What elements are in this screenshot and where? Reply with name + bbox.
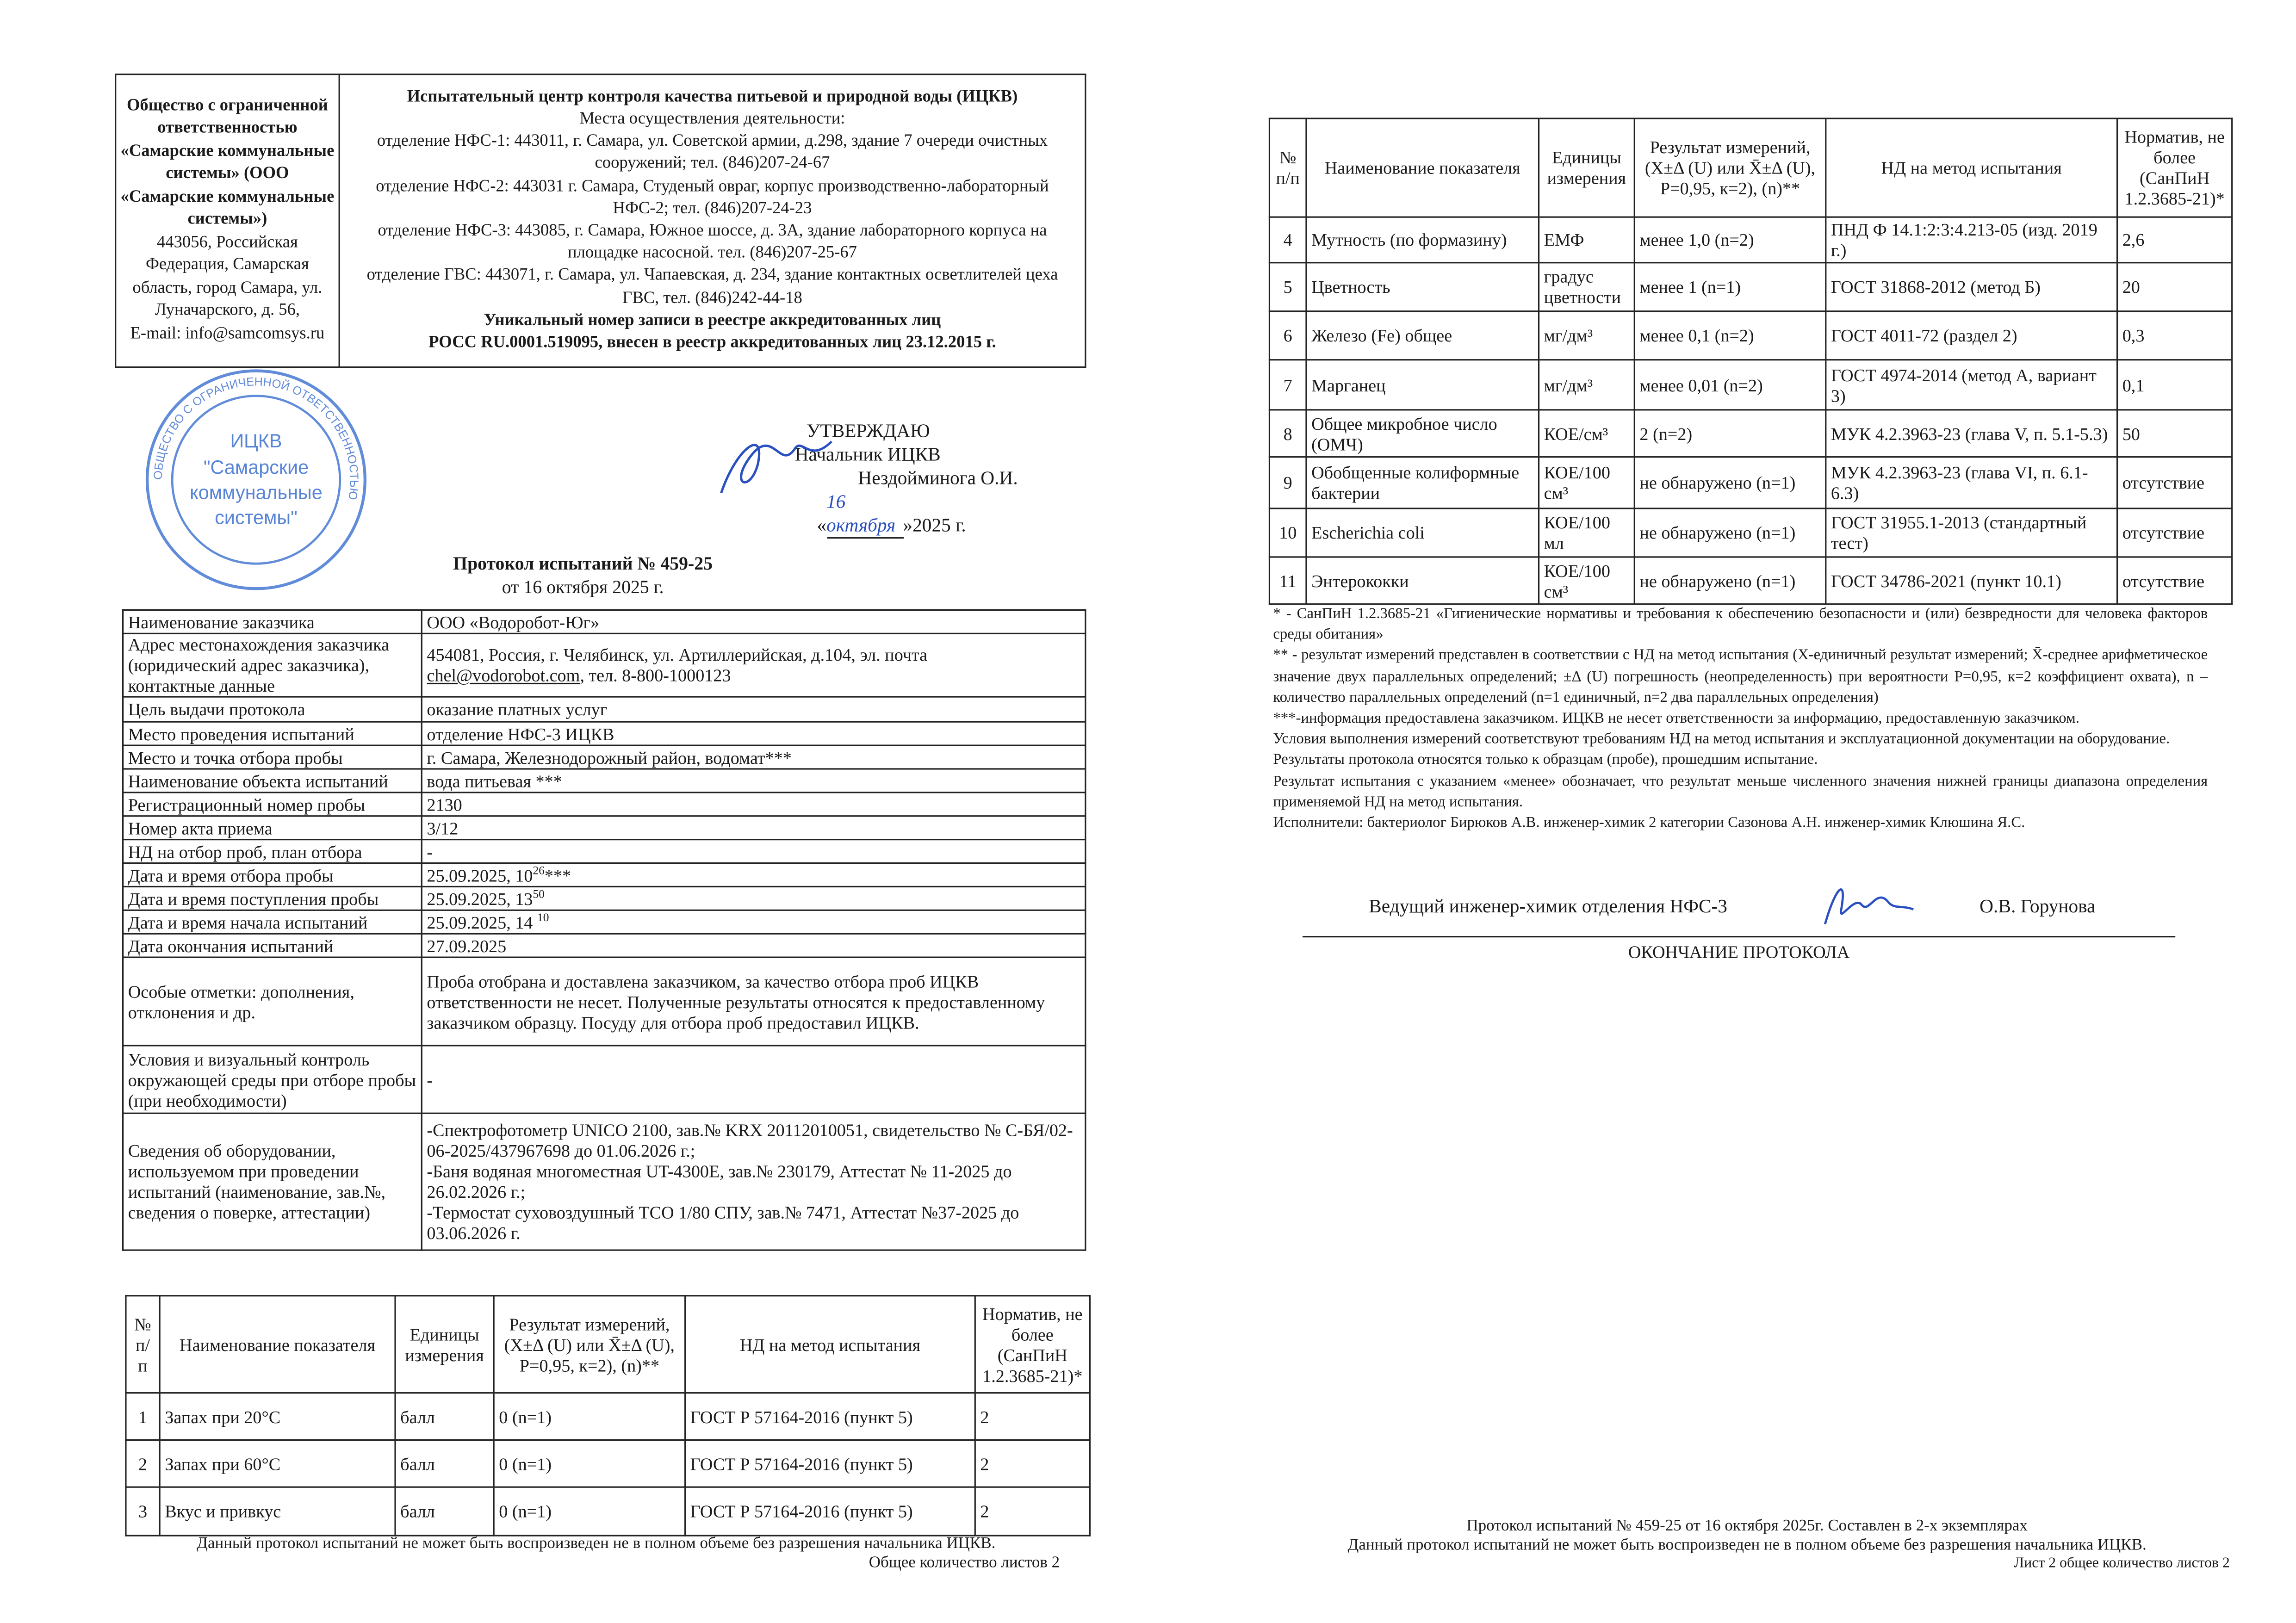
footnote: Условия выполнения измерений соответствуют требованиям НД на метод испытания и эксплуатационной документации на оборудование.: [1273, 731, 2170, 748]
header-box: [115, 74, 1086, 368]
cell-norm: отсутствие: [2117, 508, 2232, 557]
cell-result: менее 1,0 (n=2): [1634, 217, 1826, 263]
places-label: Места осуществления деятельности:: [579, 110, 845, 128]
cell-unit: ЕМФ: [1539, 217, 1635, 263]
info-label: Дата и время отбора пробы: [123, 863, 422, 887]
cell-result: не обнаружено (n=1): [1634, 508, 1826, 557]
cell-norm: 2: [975, 1393, 1090, 1440]
column-header-unit: Единицы измерения: [1539, 118, 1635, 217]
signoff-position: Ведущий инженер-химик отделения НФС-3: [1369, 894, 1728, 917]
footnote: Результаты протокола относятся только к образцам (пробе), прошедшим испытание.: [1273, 752, 1818, 769]
cell-n: 9: [1269, 457, 1306, 508]
cell-result: 0 (n=1): [494, 1393, 685, 1440]
svg-text:системы": системы": [215, 507, 298, 528]
info-label: Место проведения испытаний: [123, 722, 422, 745]
cell-n: 4: [1269, 217, 1306, 263]
org-cell: [116, 74, 339, 367]
results-row: [1269, 508, 2232, 557]
cell-result: менее 1 (n=1): [1634, 263, 1826, 311]
signoff-name: О.В. Горунова: [1980, 894, 2096, 917]
info-value: 25.09.2025, 14 $^{10}$: [422, 910, 1086, 934]
info-label: Особые отметки: дополнения, отклонения и др.: [123, 957, 422, 1046]
info-value: отделение НФС-3 ИЦКВ: [422, 722, 1086, 745]
column-header-norm: Норматив, не более (СанПиН 1.2.3685-21)*: [2117, 118, 2232, 217]
info-value: 25.09.2025, $13^{50}$: [422, 886, 1086, 910]
results-row: [1269, 311, 2232, 360]
column-header-method: НД на метод испытания: [1826, 118, 2117, 217]
equipment-line: -Спектрофотометр UNICO 2100, зав.№ KRX 20112010051, свидетельство № С-БЯ/02-06-2025/437967698 до 01.06.2026 г.;: [427, 1120, 1073, 1161]
cell-norm: 0,3: [2117, 311, 2232, 360]
cell-method: ГОСТ 34786-2021 (пункт 10.1): [1826, 557, 2117, 604]
info-label: Регистрационный номер пробы: [123, 793, 422, 816]
registry-line-2: РОСС RU.0001.519095, внесен в реестр аккредитованных лиц 23.12.2015 г.: [428, 334, 996, 352]
info-value: 27.09.2025: [422, 934, 1086, 957]
info-row: [123, 886, 1086, 910]
info-row: [123, 816, 1086, 840]
signoff-signature: [1803, 873, 1920, 931]
info-value: [422, 1113, 1086, 1250]
results-table-page1: [125, 1295, 1091, 1536]
cell-n: 2: [126, 1440, 160, 1487]
svg-text:"Самарские: "Самарские: [203, 457, 309, 478]
cell-method: ПНД Ф 14.1:2:3:4.213-05 (изд. 2019 г.): [1826, 217, 2117, 263]
column-header-method: НД на метод испытания: [685, 1296, 975, 1393]
footnote: Исполнители: бактериолог Бирюков А.В. инженер-химик 2 категории Сазонова А.Н. инженер-химик Клюшина Я.С.: [1273, 815, 2025, 832]
cell-unit: мг/дм³: [1539, 360, 1635, 410]
results-header-row: [126, 1296, 1090, 1393]
cell-result: менее 0,01 (n=2): [1634, 360, 1826, 410]
equipment-line: -Термостат суховоздушный ТСО 1/80 СПУ, зав.№ 7471, Аттестат №37-2025 до 03.06.2026 г.: [427, 1202, 1019, 1244]
cell-n: 1: [126, 1393, 160, 1440]
info-row: [123, 1113, 1086, 1250]
cell-name: Железо (Fe) общее: [1306, 311, 1539, 360]
footer-sheets-right: Лист 2 общее количество листов 2: [2014, 1555, 2230, 1572]
info-value: -: [422, 1046, 1086, 1113]
place-nfs1: отделение НФС-1: 443011, г. Самара, ул. Советской армии, д.298, здание 7 очереди очистных сооружений; тел. (846)207-24-67: [377, 132, 1048, 173]
results-header-row: [1269, 118, 2232, 217]
cell-method: ГОСТ Р 57164-2016 (пункт 5): [685, 1440, 975, 1487]
place-nfs2: отделение НФС-2: 443031 г. Самара, Студеный овраг, корпус производственно-лабораторный НФС-2; тел. (846)207-24-23: [376, 177, 1049, 218]
column-header-norm: Норматив, не более (СанПиН 1.2.3685-21)*: [975, 1296, 1090, 1393]
cell-n: 3: [126, 1487, 160, 1536]
cell-norm: 50: [2117, 410, 2232, 457]
cell-n: 7: [1269, 360, 1306, 410]
cell-method: ГОСТ 31868-2012 (метод Б): [1826, 263, 2117, 311]
results-row: [1269, 360, 2232, 410]
column-header-result: Результат измерений, (X±Δ (U) или X̄±Δ (U), P=0,95, к=2), (n)**: [494, 1296, 685, 1393]
info-label: Сведения об оборудовании, используемом при проведении испытаний (наименование, зав.№, сведения о поверке, аттестации): [123, 1113, 422, 1250]
cell-n: 8: [1269, 410, 1306, 457]
cell-unit: КОЕ/100 см³: [1539, 557, 1635, 604]
results-row: [126, 1440, 1090, 1487]
info-value: 2130: [422, 793, 1086, 816]
org-name: Общество с ограниченной ответственностью «Самарские коммунальные системы» (ООО «Самарские коммунальные системы»): [120, 97, 335, 229]
info-row: [123, 1046, 1086, 1113]
info-row: [123, 840, 1086, 863]
cell-unit: балл: [395, 1440, 494, 1487]
cell-n: 5: [1269, 263, 1306, 311]
signoff-divider: [1303, 936, 2175, 937]
info-row: [123, 863, 1086, 887]
cell-result: менее 0,1 (n=2): [1634, 311, 1826, 360]
svg-text:коммунальные: коммунальные: [190, 482, 323, 503]
equipment-line: -Баня водяная многоместная UT-4300E, зав.№ 230179, Аттестат № 11-2025 до 26.02.2026 г.;: [427, 1161, 1012, 1202]
info-label: Номер акта приема: [123, 816, 422, 840]
footnote: ***-информация предоставлена заказчиком. ИЦКВ не несет ответственности за информацию, предоставленную заказчиком.: [1273, 711, 2079, 727]
footnote: Результат испытания с указанием «менее» обозначает, что результат меньше численного значения нижней границы диапазона определения применяемой НД на метод испытания.: [1273, 773, 2208, 811]
info-row: [123, 910, 1086, 934]
info-label: Наименование заказчика: [123, 610, 422, 633]
footnote: * - СанПиН 1.2.3685-21 «Гигиенические нормативы и требования к обеспечению безопасности и (или) безвредности для человека факторов среды обитания»: [1273, 606, 2208, 644]
cell-n: 10: [1269, 508, 1306, 557]
svg-text:ИЦКВ: ИЦКВ: [230, 430, 282, 452]
cell-norm: 2: [975, 1440, 1090, 1487]
footer-sheets-left: Общее количество листов 2: [869, 1554, 1060, 1572]
cell-result: 0 (n=1): [494, 1440, 685, 1487]
results-row: [126, 1393, 1090, 1440]
results-row: [1269, 263, 2232, 311]
footnotes: [1273, 605, 2208, 835]
info-value: 25.09.2025, $10^{26}***$: [422, 863, 1086, 887]
approver-position: Начальник ИЦКВ: [794, 443, 941, 465]
cell-result: 2 (n=2): [1634, 410, 1826, 457]
cell-norm: 20: [2117, 263, 2232, 311]
cell-method: МУК 4.2.3963-23 (глава VI, п. 6.1-6.3): [1826, 457, 2117, 508]
info-value: г. Самара, Железнодорожный район, водомат***: [422, 745, 1086, 769]
cell-name: Марганец: [1306, 360, 1539, 410]
info-value: 3/12: [422, 816, 1086, 840]
info-value: ООО «Водоробот-Юг»: [422, 610, 1086, 633]
cell-norm: отсутствие: [2117, 557, 2232, 604]
cell-method: МУК 4.2.3963-23 (глава V, п. 5.1-5.3): [1826, 410, 2117, 457]
approver-signature: [707, 420, 839, 508]
results-row: [1269, 557, 2232, 604]
cell-unit: мг/дм³: [1539, 311, 1635, 360]
info-label: Дата и время поступления пробы: [123, 886, 422, 910]
approve-label: УТВЕРЖДАЮ: [807, 419, 930, 442]
approver-name: Нездойминога О.И.: [858, 466, 1018, 489]
info-row: [123, 793, 1086, 816]
info-row: [123, 697, 1086, 722]
info-row: [123, 633, 1086, 697]
cell-result: 0 (n=1): [494, 1487, 685, 1536]
info-label: НД на отбор проб, план отбора: [123, 840, 422, 863]
cell-name: Запах при 20°С: [160, 1393, 395, 1440]
protocol-date: от 16 октября 2025 г.: [502, 576, 664, 598]
cell-method: ГОСТ 4011-72 (раздел 2): [1826, 311, 2117, 360]
cell-method: ГОСТ 4974-2014 (метод А, вариант 3): [1826, 360, 2117, 410]
info-label: Место и точка отбора пробы: [123, 745, 422, 769]
sample-info-table: [122, 609, 1086, 1251]
info-value: -: [422, 840, 1086, 863]
center-title: Испытательный центр контроля качества питьевой и природной воды (ИЦКВ): [407, 88, 1018, 106]
footer-notice-right: Данный протокол испытаний не может быть воспроизведен не в полном объеме без разрешения начальника ИЦКВ.: [1347, 1536, 2147, 1554]
footer-copies-right: Протокол испытаний № 459-25 от 16 октября 2025г. Составлен в 2-х экземплярах: [1466, 1517, 2028, 1535]
cell-method: ГОСТ Р 57164-2016 (пункт 5): [685, 1393, 975, 1440]
cell-name: Цветность: [1306, 263, 1539, 311]
cell-unit: градус цветности: [1539, 263, 1635, 311]
end-of-protocol: ОКОНЧАНИЕ ПРОТОКОЛА: [1628, 942, 1850, 963]
results-row: [1269, 457, 2232, 508]
results-row: [1269, 217, 2232, 263]
cell-unit: балл: [395, 1487, 494, 1536]
cell-norm: отсутствие: [2117, 457, 2232, 508]
info-row: [123, 957, 1086, 1046]
column-header-unit: Единицы измерения: [395, 1296, 494, 1393]
info-label: Наименование объекта испытаний: [123, 769, 422, 793]
cell-name: Escherichia coli: [1306, 508, 1539, 557]
info-label: Дата и время начала испытаний: [123, 910, 422, 934]
cell-method: ГОСТ 31955.1-2013 (стандартный тест): [1826, 508, 2117, 557]
info-row: [123, 610, 1086, 633]
column-header-num: № п/п: [1269, 118, 1306, 217]
results-row: [1269, 410, 2232, 457]
place-nfs3: отделение НФС-3: 443085, г. Самара, Южное шоссе, д. 3А, здание лабораторного корпуса на площадке насосной. тел. (846)207-25-67: [378, 222, 1047, 262]
cell-name: Вкус и привкус: [160, 1487, 395, 1536]
info-label: Дата окончания испытаний: [123, 934, 422, 957]
column-header-name: Наименование показателя: [160, 1296, 395, 1393]
results-table-page2: [1269, 118, 2233, 605]
info-value: вода питьевая ***: [422, 769, 1086, 793]
cell-result: не обнаружено (n=1): [1634, 457, 1826, 508]
cell-name: Энтерококки: [1306, 557, 1539, 604]
info-label: Условия и визуальный контроль окружающей среды при отборе пробы (при необходимости): [123, 1046, 422, 1113]
info-value: оказание платных услуг: [422, 697, 1086, 722]
column-header-name: Наименование показателя: [1306, 118, 1539, 217]
customer-email-link[interactable]: chel@vodorobot.com: [427, 665, 580, 686]
svg-text:ОБЩЕСТВО С ОГРАНИЧЕННОЙ ОТВЕТС: ОБЩЕСТВО С ОГРАНИЧЕННОЙ ОТВЕТСТВЕННОСТЬЮ: [151, 375, 361, 501]
center-cell: [339, 74, 1086, 367]
cell-n: 11: [1269, 557, 1306, 604]
approval-date: «16 октября »2025 г.: [817, 490, 979, 539]
info-label: Адрес местонахождения заказчика (юридический адрес заказчика), контактные данные: [123, 633, 422, 697]
info-value: 454081, Россия, г. Челябинск, ул. Артиллерийская, д.104, эл. почта chel@vodorobot.com, тел. 8-800-1000123: [422, 633, 1086, 697]
info-row: [123, 934, 1086, 957]
cell-norm: 2,6: [2117, 217, 2232, 263]
cell-method: ГОСТ Р 57164-2016 (пункт 5): [685, 1487, 975, 1536]
org-email: E-mail: info@samcomsys.ru: [130, 325, 325, 343]
results-row: [126, 1487, 1090, 1536]
info-row: [123, 769, 1086, 793]
column-header-result: Результат измерений, (X±Δ (U) или X̄±Δ (U), P=0,95, к=2), (n)**: [1634, 118, 1826, 217]
cell-norm: 2: [975, 1487, 1090, 1536]
cell-unit: КОЕ/100 мл: [1539, 508, 1635, 557]
info-label: Цель выдачи протокола: [123, 697, 422, 722]
info-row: [123, 722, 1086, 745]
cell-name: Общее микробное число (ОМЧ): [1306, 410, 1539, 457]
cell-result: не обнаружено (n=1): [1634, 557, 1826, 604]
info-value: Проба отобрана и доставлена заказчиком, за качество отбора проб ИЦКВ ответственности не несет. Полученные результаты относятся к предоставленному заказчиком образцу. Посуду для отбора проб предоставил ИЦКВ.: [422, 957, 1086, 1046]
footnote: ** - результат измерений представлен в соответствии с НД на метод испытания (X-единичный результат измерений; X̄-среднее арифметическое значение двух параллельных определений; ±Δ (U) погрешность (неопределенность) при вероятности P=0,95, к=2 коэффициент охвата), n – количество параллельных определений (n=1 единичный, n=2 два параллельных определения): [1273, 648, 2208, 706]
registry-line-1: Уникальный номер записи в реестре аккредитованных лиц: [484, 311, 941, 329]
approval-date-handwritten: 16 октября: [826, 490, 903, 539]
org-address: 443056, Российская Федерация, Самарская область, город Самара, ул. Луначарского, д. 56,: [132, 233, 323, 320]
column-header-num: № п/п: [126, 1296, 160, 1393]
cell-unit: балл: [395, 1393, 494, 1440]
cell-name: Обобщенные колиформные бактерии: [1306, 457, 1539, 508]
cell-n: 6: [1269, 311, 1306, 360]
protocol-title: Протокол испытаний № 459-25: [453, 553, 713, 574]
cell-unit: КОЕ/см³: [1539, 410, 1635, 457]
cell-name: Запах при 60°С: [160, 1440, 395, 1487]
info-row: [123, 745, 1086, 769]
cell-unit: КОЕ/100 см³: [1539, 457, 1635, 508]
footer-notice-left: Данный протокол испытаний не может быть воспроизведен не в полном объеме без разрешения начальника ИЦКВ.: [197, 1535, 996, 1553]
place-gvs: отделение ГВС: 443071, г. Самара, ул. Чапаевская, д. 234, здание контактных осветлителей цеха ГВС, тел. (846)242-44-18: [366, 267, 1058, 307]
cell-name: Мутность (по формазину): [1306, 217, 1539, 263]
cell-norm: 0,1: [2117, 360, 2232, 410]
